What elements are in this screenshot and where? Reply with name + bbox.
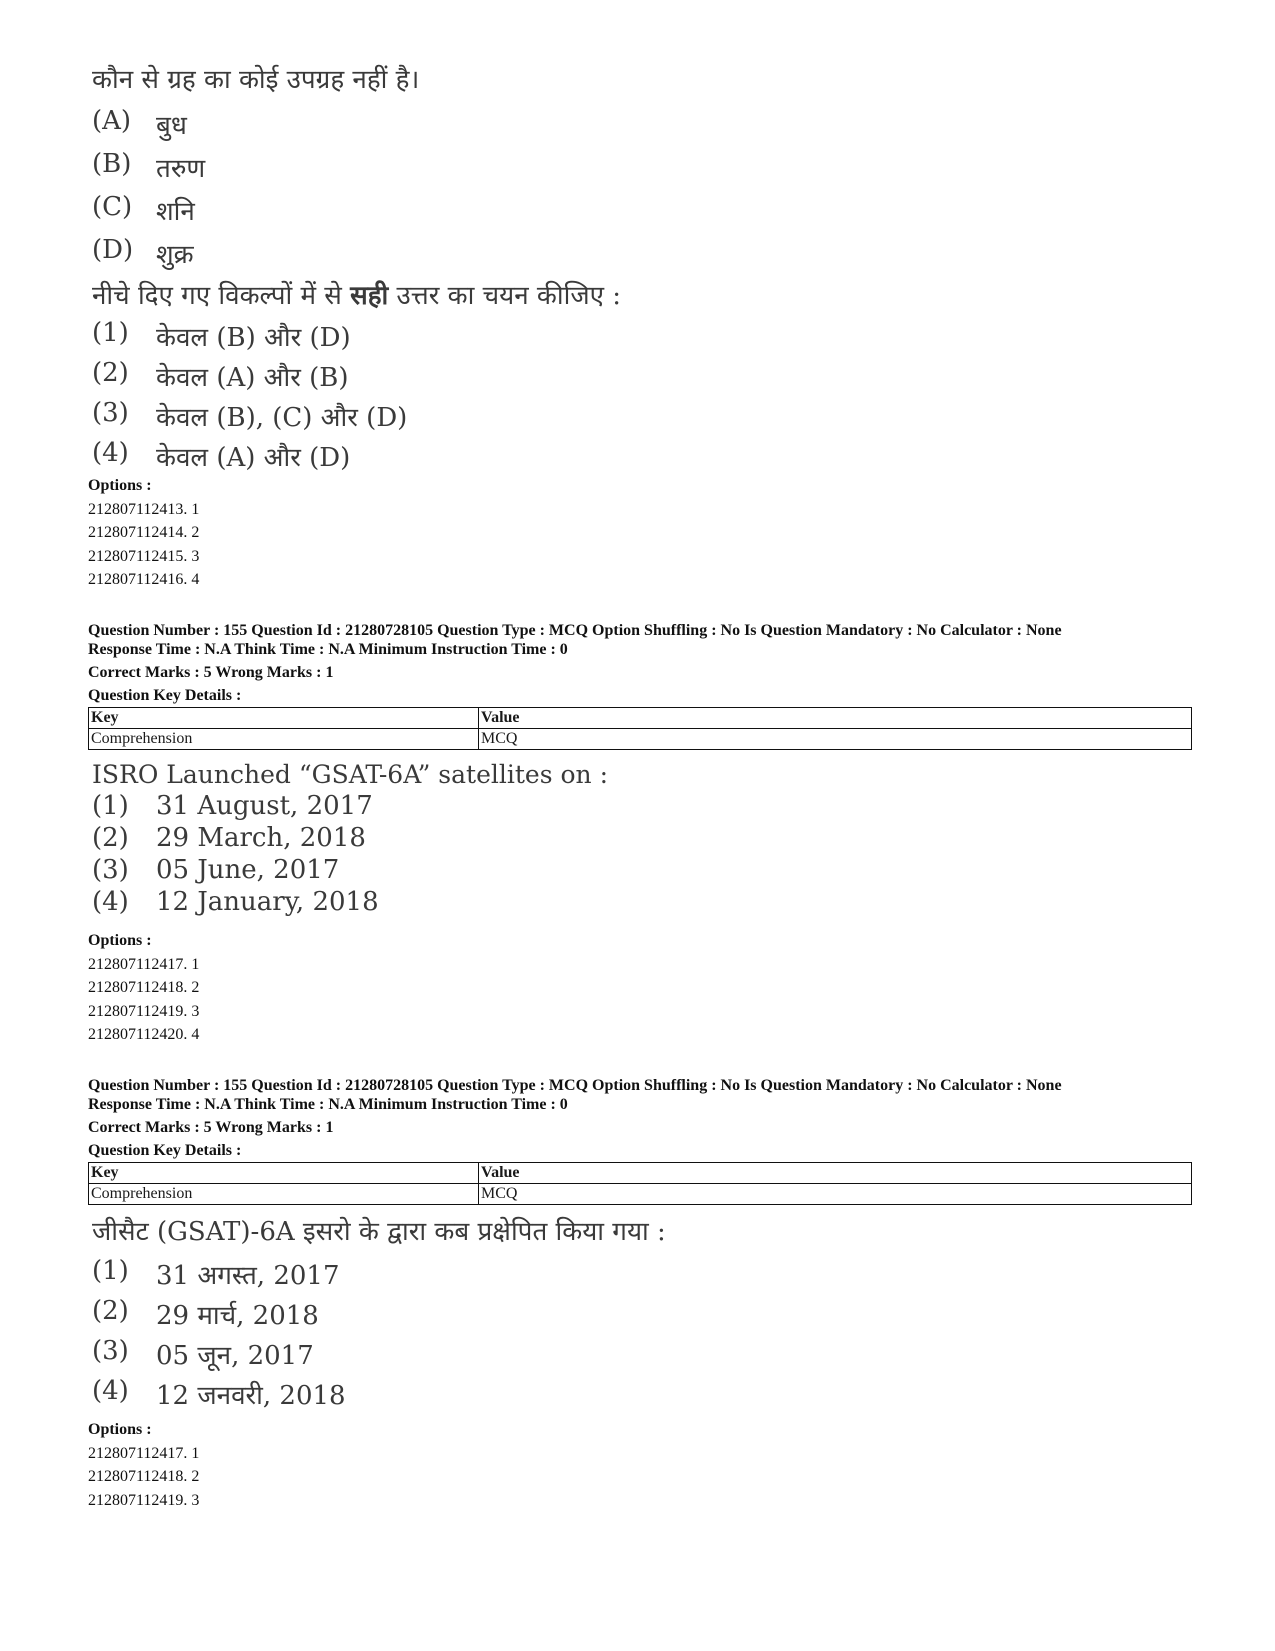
table-cell-key: Comprehension <box>89 729 479 750</box>
item-text: शुक्र <box>156 240 194 270</box>
answer-choice <box>92 887 608 919</box>
choice-label: (3) <box>92 398 129 428</box>
choice-label: (1) <box>92 318 129 348</box>
answer-choice <box>92 318 621 358</box>
option-id: 212807112417. 1 <box>88 1444 200 1462</box>
item-label: (D) <box>92 235 134 265</box>
table-header-row <box>89 1163 1192 1184</box>
choice-text: 05 जून, 2017 <box>156 1341 314 1371</box>
table-cell-value: MCQ <box>479 1184 1192 1205</box>
question-meta-line: Response Time : N.A Think Time : N.A Minimum Instruction Time : 0 <box>88 1096 568 1113</box>
item-label: (A) <box>92 106 132 136</box>
item-label: (B) <box>92 149 132 179</box>
item-text: बुध <box>156 111 187 141</box>
option-id: 212807112417. 1 <box>88 955 200 973</box>
question-instruction: नीचे दिए गए विकल्पों में से सही उत्तर का चयन कीजिए : <box>92 281 622 311</box>
choice-text: केवल (B) और (D) <box>156 323 351 353</box>
answer-choice <box>92 855 608 887</box>
question-meta <box>88 619 1062 707</box>
question-item <box>92 192 621 235</box>
table-cell-key: Comprehension <box>89 1184 479 1205</box>
item-label: (C) <box>92 192 133 222</box>
key-details-label: Question Key Details : <box>88 687 242 704</box>
question-stem: जीसैट (GSAT)-6A इसरो के द्वारा कब प्रक्षेपित किया गया : <box>92 1217 666 1247</box>
table-row <box>89 1184 1192 1205</box>
choice-text: 31 August, 2017 <box>156 791 373 821</box>
option-id: 212807112420. 4 <box>88 1026 200 1043</box>
choice-text: 12 January, 2018 <box>156 887 379 917</box>
options-header: Options : <box>88 932 152 949</box>
options-header: Options : <box>88 477 152 494</box>
table-row <box>89 729 1192 750</box>
choice-text: 31 अगस्त, 2017 <box>156 1261 340 1291</box>
choice-label: (4) <box>92 438 129 468</box>
choice-label: (4) <box>92 1376 129 1406</box>
answer-choice <box>92 823 608 855</box>
answer-choice <box>92 1336 666 1376</box>
choice-text: 29 मार्च, 2018 <box>156 1301 319 1331</box>
item-text: शनि <box>156 197 195 227</box>
key-details-table <box>88 1162 1192 1205</box>
choice-label: (4) <box>92 887 129 917</box>
choice-text: 12 जनवरी, 2018 <box>156 1381 346 1411</box>
marks-line: Correct Marks : 5 Wrong Marks : 1 <box>88 1119 334 1136</box>
question-stem: ISRO Launched “GSAT-6A” satellites on : <box>92 760 609 789</box>
option-id: 212807112414. 2 <box>88 524 200 541</box>
answer-choice <box>92 1296 666 1336</box>
options-header: Options : <box>88 1421 152 1438</box>
answer-choice <box>92 438 621 478</box>
option-id: 212807112415. 3 <box>88 547 200 565</box>
instruction-bold: सही <box>350 281 389 311</box>
table-header-value: Value <box>479 1163 1192 1184</box>
item-text: तरुण <box>156 154 206 184</box>
question-image-hindi-planets <box>92 62 621 478</box>
table-cell-value: MCQ <box>479 729 1192 750</box>
question-stem: कौन से ग्रह का कोई उपग्रह नहीं है। <box>92 65 420 95</box>
choice-label: (2) <box>92 358 129 388</box>
choice-label: (3) <box>92 855 129 885</box>
marks-line: Correct Marks : 5 Wrong Marks : 1 <box>88 664 334 681</box>
answer-choice <box>92 1376 666 1416</box>
choice-label: (1) <box>92 1256 129 1286</box>
question-meta <box>88 1074 1062 1162</box>
choice-label: (1) <box>92 791 129 821</box>
options-list <box>88 474 199 592</box>
option-id: 212807112418. 2 <box>88 1468 200 1485</box>
choice-text: केवल (B), (C) और (D) <box>156 403 408 433</box>
choice-text: 05 June, 2017 <box>156 855 340 885</box>
option-id: 212807112419. 3 <box>88 1002 200 1020</box>
question-image-hindi-gsat <box>92 1214 666 1416</box>
answer-choice <box>92 791 608 823</box>
question-meta-line: Question Number : 155 Question Id : 21280728105 Question Type : MCQ Option Shuffling : No Is Question Mandatory : No Calculator : None <box>88 622 1062 639</box>
answer-choice <box>92 1256 666 1296</box>
question-meta-line: Question Number : 155 Question Id : 21280728105 Question Type : MCQ Option Shuffling : No Is Question Mandatory : No Calculator : None <box>88 1077 1062 1094</box>
answer-choice <box>92 358 621 398</box>
key-details-label: Question Key Details : <box>88 1142 242 1159</box>
table-header-key: Key <box>89 708 479 729</box>
choice-label: (2) <box>92 1296 129 1326</box>
options-list <box>88 929 199 1047</box>
question-image-english-gsat <box>92 757 608 919</box>
options-list <box>88 1418 199 1512</box>
choice-text: केवल (A) और (D) <box>156 443 351 473</box>
option-id: 212807112416. 4 <box>88 571 200 588</box>
key-details-table <box>88 707 1192 750</box>
question-item <box>92 235 621 278</box>
table-header-row <box>89 708 1192 729</box>
table-header-key: Key <box>89 1163 479 1184</box>
choice-label: (2) <box>92 823 129 853</box>
table-header-value: Value <box>479 708 1192 729</box>
question-meta-line: Response Time : N.A Think Time : N.A Minimum Instruction Time : 0 <box>88 641 568 658</box>
choice-text: 29 March, 2018 <box>156 823 366 853</box>
option-id: 212807112419. 3 <box>88 1491 200 1509</box>
option-id: 212807112413. 1 <box>88 500 200 518</box>
option-id: 212807112418. 2 <box>88 979 200 996</box>
answer-choice <box>92 398 621 438</box>
choice-label: (3) <box>92 1336 129 1366</box>
question-item <box>92 149 621 192</box>
choice-text: केवल (A) और (B) <box>156 363 349 393</box>
question-item <box>92 106 621 149</box>
